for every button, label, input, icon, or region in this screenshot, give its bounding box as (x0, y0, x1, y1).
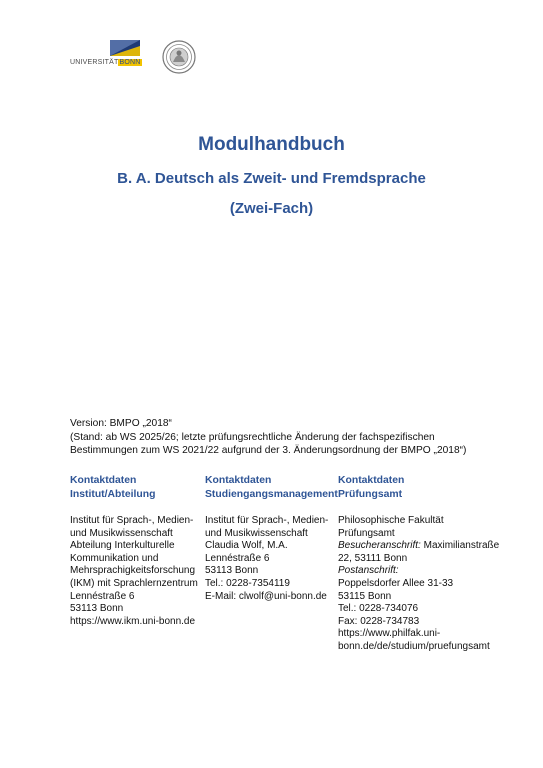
contact-line: Institut für Sprach-, Medien- (70, 515, 194, 526)
contact-line: und Musikwissenschaft (70, 527, 173, 539)
contact-line: 53115 Bonn (338, 590, 392, 602)
contact-line: 22, 53111 Bonn (338, 552, 408, 564)
contact-line: Kommunikation und (70, 552, 159, 564)
contact-line: Poppelsdorfer Allee 31-33 (338, 577, 454, 589)
contact-line: Tel.: 0228-734076 (338, 603, 419, 615)
contact-management-heading: Kontaktdaten Studiengangsmanagement (205, 475, 338, 500)
contact-line: Tel.: 0228-7354119 (205, 577, 290, 589)
contact-line: Fax: 0228-734783 (338, 615, 420, 627)
postal-address-label: Postanschrift: (338, 565, 399, 577)
website-link[interactable]: bonn.de/de/studium/pruefungsamt (338, 640, 490, 652)
contact-institut (70, 474, 200, 628)
program-name: B. A. Deutsch als Zweit- und Fremdsprache (117, 170, 426, 187)
contact-line: Institut für Sprach-, Medien- (205, 515, 329, 526)
contact-line: Prüfungsamt (338, 527, 395, 539)
website-link[interactable]: https://www.philfak.uni- (338, 628, 441, 640)
contact-line: und Musikwissenschaft (205, 527, 308, 539)
stand-line-2: Bestimmungen zum WS 2021/22 aufgrund der 3. Änderungsordnung der BMPO „2018“) (70, 445, 467, 456)
document-title: Modulhandbuch (198, 134, 345, 155)
version-info (70, 417, 490, 458)
contact-management (205, 474, 338, 603)
email-link[interactable]: E-Mail: clwolf@uni-bonn.de (205, 590, 327, 602)
stand-line-1: (Stand: ab WS 2025/26; letzte prüfungsrechtliche Änderung der fachspezifischen (70, 431, 435, 443)
contact-institut-heading: Kontaktdaten Institut/Abteilung (70, 475, 156, 500)
contact-line: Lennéstraße 6 (70, 590, 135, 602)
contact-line: Philosophische Fakultät (338, 515, 444, 526)
university-logo (70, 40, 144, 68)
contact-line: Mehrsprachigkeitsforschung (70, 565, 196, 577)
contact-line: (IKM) mit Sprachlernzentrum (70, 577, 198, 589)
version-line: Version: BMPO „2018“ (70, 418, 172, 429)
contact-line: Abteilung Interkulturelle (70, 540, 175, 552)
contact-line: 53113 Bonn (70, 603, 124, 615)
website-link[interactable]: https://www.ikm.uni-bonn.de (70, 615, 196, 627)
program-variant: (Zwei-Fach) (229, 200, 314, 217)
university-logo-text: UNIVERSITÄTBONN (70, 59, 141, 66)
contact-line: Claudia Wolf, M.A. (205, 540, 288, 552)
contact-pruefungsamt (338, 474, 500, 654)
contact-pruefungsamt-heading: Kontaktdaten Prüfungsamt (338, 475, 405, 500)
visitor-address-label: Besucheranschrift: (338, 540, 421, 552)
contact-line: Besucheranschrift: Maximilianstraße (338, 540, 500, 552)
university-seal-icon (162, 40, 196, 74)
contact-line: Lennéstraße 6 (205, 552, 270, 564)
contact-line: 53113 Bonn (205, 565, 259, 577)
